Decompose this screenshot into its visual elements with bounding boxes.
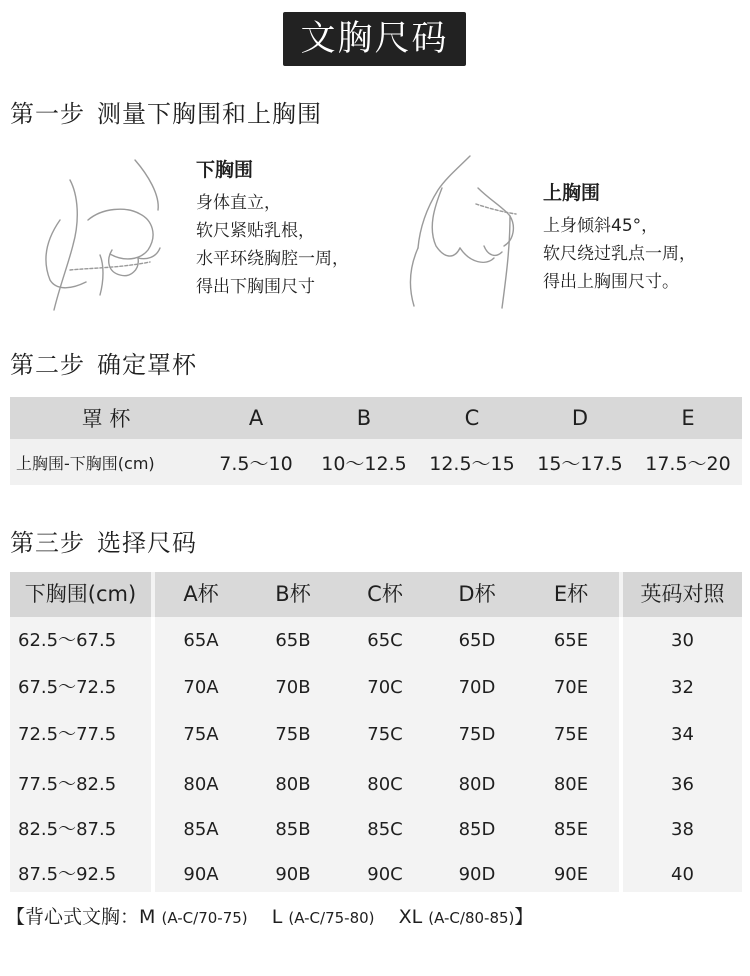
size-cell-cup-e: 65E [553,630,589,651]
size-cell-cup-e: 85E [553,819,589,840]
underbust-description [196,155,349,301]
size-cell-cup-d: 75D [458,724,496,745]
cup-range-b: 10～12.5 [321,452,407,475]
size-cell-cup-c: 80C [367,774,403,795]
size-cell-cup-c: 70C [367,677,403,698]
footer-size-m: M [139,906,156,928]
size-cell-underbust: 72.5～77.5 [18,724,117,745]
cup-range-e: 17.5～20 [645,452,731,475]
footer-label: 背心式文胸： [25,906,140,928]
cup-header-b: B [356,406,372,430]
footer-note [6,902,533,929]
size-cell-uk: 30 [671,630,694,651]
table-row [10,762,742,807]
size-cell-cup-e: 80E [553,774,589,795]
size-cell-cup-b: 70B [275,677,311,698]
size-cell-uk: 34 [671,724,694,745]
overbust-description [543,178,696,296]
step3-number: 第三步 [10,529,85,557]
size-header-b: B杯 [275,582,311,606]
step1-number: 第一步 [10,100,85,128]
size-cell-cup-e: 75E [553,724,589,745]
size-cell-underbust: 87.5～92.5 [18,864,117,885]
size-cell-cup-c: 90C [367,864,403,885]
size-cell-uk: 32 [671,677,694,698]
size-table [10,572,742,892]
step1-heading [10,94,322,129]
cup-header-label: 罩 杯 [81,407,131,431]
size-cell-cup-a: 80A [183,774,219,795]
size-cell-cup-a: 75A [183,724,219,745]
step2-text: 确定罩杯 [97,351,197,379]
step3-heading [10,523,197,558]
footer-range-l: (A-C/75-80) [288,909,375,927]
table-row [10,618,742,663]
size-cell-cup-d: 90D [458,864,496,885]
size-cell-cup-d: 65D [458,630,496,651]
footer-close-bracket: 】 [514,906,534,928]
size-cell-cup-d: 80D [458,774,496,795]
torso-underbust-illustration [40,150,200,315]
table-row [10,852,742,897]
cup-header-e: E [681,406,695,430]
table-row [10,665,742,710]
underbust-line-3: 水平环绕胸腔一周， [196,249,349,269]
size-cell-cup-a: 90A [183,864,219,885]
cup-row-label: 上胸围-下胸围(cm) [16,453,155,473]
size-cell-cup-b: 65B [275,630,311,651]
footer-range-xl: (A-C/80-85) [428,909,515,927]
cup-range-d: 15～17.5 [537,452,623,475]
size-header-uk: 英码对照 [623,572,742,617]
cup-table-header [10,397,742,439]
size-cell-underbust: 62.5～67.5 [18,630,117,651]
size-cell-cup-e: 90E [553,864,589,885]
size-cell-uk: 36 [671,774,694,795]
cup-range-c: 12.5～15 [429,452,515,475]
overbust-line-3: 得出上胸围尺寸。 [543,272,679,292]
step2-number: 第二步 [10,351,85,379]
size-cell-cup-c: 85C [367,819,403,840]
size-cell-cup-b: 90B [275,864,311,885]
size-cell-cup-c: 75C [367,724,403,745]
size-cell-cup-b: 75B [275,724,311,745]
size-header-c: C杯 [367,582,403,606]
size-cell-underbust: 77.5～82.5 [18,774,117,795]
torso-overbust-illustration [398,148,533,313]
cup-table [10,397,742,485]
overbust-line-1: 上身倾斜45°， [543,216,659,236]
size-cell-cup-d: 85D [458,819,496,840]
size-header-underbust: 下胸围(cm) [10,572,151,617]
size-header-d: D杯 [458,582,496,606]
step1-text: 测量下胸围和上胸围 [97,100,322,128]
size-cell-cup-a: 70A [183,677,219,698]
table-row [10,712,742,757]
footer-size-l: L [271,906,283,928]
size-header-e: E杯 [553,582,589,606]
size-cell-underbust: 82.5～87.5 [18,819,117,840]
underbust-heading: 下胸围 [196,159,254,181]
page-title: 文胸尺码 [283,12,466,66]
size-header-a: A杯 [183,582,219,606]
underbust-line-2: 软尺紧贴乳根， [196,221,315,241]
cup-header-a: A [248,406,264,430]
cup-table-row [10,439,742,485]
step3-text: 选择尺码 [97,529,197,557]
size-cell-uk: 40 [671,864,694,885]
table-row [10,807,742,852]
size-cell-cup-a: 65A [183,630,219,651]
size-cell-cup-d: 70D [458,677,496,698]
size-cell-cup-c: 65C [367,630,403,651]
cup-range-a: 7.5～10 [219,452,293,475]
size-cell-cup-b: 80B [275,774,311,795]
underbust-line-4: 得出下胸围尺寸 [196,277,315,297]
size-cell-cup-a: 85A [183,819,219,840]
footer-range-m: (A-C/70-75) [161,909,248,927]
cup-header-c: C [464,406,480,430]
footer-open-bracket: 【 [6,906,26,928]
overbust-line-2: 软尺绕过乳点一周， [543,244,696,264]
cup-header-d: D [571,406,589,430]
underbust-line-1: 身体直立， [196,193,281,213]
size-table-header [10,572,742,617]
size-cell-underbust: 67.5～72.5 [18,677,117,698]
step2-heading [10,345,197,380]
footer-size-xl: XL [398,906,423,928]
overbust-heading: 上胸围 [543,182,601,204]
size-cell-uk: 38 [671,819,694,840]
size-cell-cup-e: 70E [553,677,589,698]
size-cell-cup-b: 85B [275,819,311,840]
